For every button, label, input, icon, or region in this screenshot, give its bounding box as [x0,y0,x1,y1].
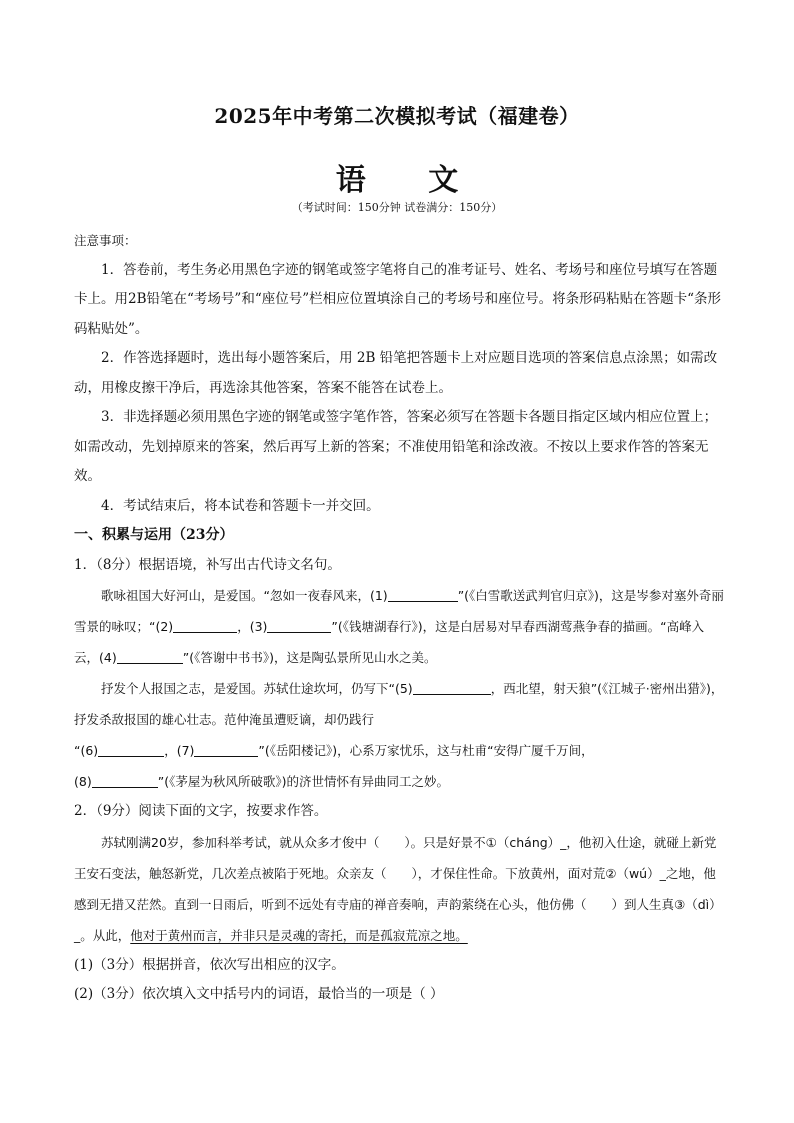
q1-text-segment: ，(3) [237,619,268,634]
section-1-heading: 一、积累与运用（23分） [74,527,234,543]
q1-text-segment: (8) [74,774,92,789]
exam-meta: （考试时间：150分钟 试卷满分：150分） [291,201,503,214]
question-1-paragraph-2-cont [74,735,724,766]
q1-text-segment: ”(《钱塘湖春行》)，这是白居易对早春西湖莺燕争春的描画。“高峰入云，(4) [74,619,705,665]
subject-title: 语 文 [335,163,485,198]
question-2-stem: 2．（9分）阅读下面的文字，按要求作答。 [74,803,328,819]
answer-blank-7[interactable] [194,741,258,757]
q1-text-segment: ”(《岳阳楼记》)，心系万家忧乐，这与杜甫“安得广厦千万间， [258,743,594,758]
q1-text-segment: ，西北望，射天狼”(《江城子·密州出猎》)，抒发杀敌报国的雄心壮志。范仲淹虽遭贬谪，却仍践行 [74,681,724,727]
q1-text-segment: ，(7) [164,743,195,758]
notice-item-3: 3．非选择题必须用黑色字迹的钢笔或签字笔作答，答案必须写在答题卡各题目指定区域内相应位置上；如需改动，先划掉原来的答案，然后再写上新的答案；不准使用铅笔和涂改液。不按以上要求作答的答案无效。 [74,409,718,484]
question-1-paragraph-2-end [74,766,724,797]
exam-content [74,226,724,1010]
q1-text-segment: 歌咏祖国大好河山，是爱国。“忽如一夜春风来，(1) [101,588,388,603]
q1-text-segment: 抒发个人报国之志，是爱国。苏轼仕途坎坷，仍写下“(5) [101,681,413,696]
notice-item-1: 1．答卷前，考生务必用黑色字迹的钢笔或签字笔将自己的准考证号、姓名、考场号和座位号填写在答题卡上。用2B铅笔在“考场号”和“座位号”栏相应位置填涂自己的考场号和座位号。将条形码粘贴在答题卡“条形码粘贴处”。 [74,261,722,337]
question-2-sub-1: (1)（3分）根据拼音，依次写出相应的汉字。 [74,956,345,973]
answer-blank-2[interactable] [173,617,237,633]
notice-heading: 注意事项： [74,233,137,248]
question-1-paragraph-1 [74,580,724,673]
question-2-sub-2: (2)（3分）依次填入文中括号内的词语，最恰当的一项是（ ） [74,986,444,1002]
answer-blank-8[interactable] [92,772,158,788]
question-2-passage [74,827,724,951]
notice-item-2: 2．作答选择题时，选出每小题答案后，用 2B 铅笔把答题卡上对应题目选项的答案信息点涂黑；如需改动，用橡皮擦干净后，再选涂其他答案，答案不能答在试卷上。 [74,350,718,396]
exam-title: 2025年中考第二次模拟考试（福建卷） [214,104,580,128]
answer-blank-6[interactable] [98,741,164,757]
q2-passage-text: 苏轼刚满20岁，参加科举考试，就从众多才俊中（ ）。只是好景不①（cháng）_，他初入仕途，就碰上新党王安石变法，触怒新党，几次差点被陷于死地。众亲友（ ），才保住性命。下放黄州，面对荒②（wú）_之地，他感到无措又茫然。直到一日雨后，听到不远处有寺庙的禅音奏响，声韵萦绕在心头，他仿佛（ ）到人生真③（dì）_。从此， [74,834,722,943]
answer-blank-1[interactable] [388,586,458,602]
q1-text-segment: ”(《答谢中书书》)，这是陶弘景所见山水之美。 [182,650,437,665]
q1-text-segment: ”(《白雪歌送武判官归京》)，这是岑参对塞外奇丽雪景的咏叹；“(2) [74,588,724,634]
answer-blank-4[interactable] [117,648,183,664]
q1-text-segment: “(6) [74,743,99,758]
q1-text-segment: ”(《茅屋为秋风所破歌》)的济世情怀有异曲同工之妙。 [157,774,449,789]
answer-blank-5[interactable] [413,679,491,695]
q2-underlined-sentence: 他对于黄州而言，并非只是灵魂的寄托，而是孤寂荒凉之地。 [130,927,468,943]
answer-blank-3[interactable] [267,617,331,633]
notice-item-4: 4．考试结束后，将本试卷和答题卡一并交回。 [101,497,380,514]
question-1-paragraph-2 [74,673,724,735]
question-1-stem: 1．（8分）根据语境，补写出古代诗文名句。 [74,556,341,573]
